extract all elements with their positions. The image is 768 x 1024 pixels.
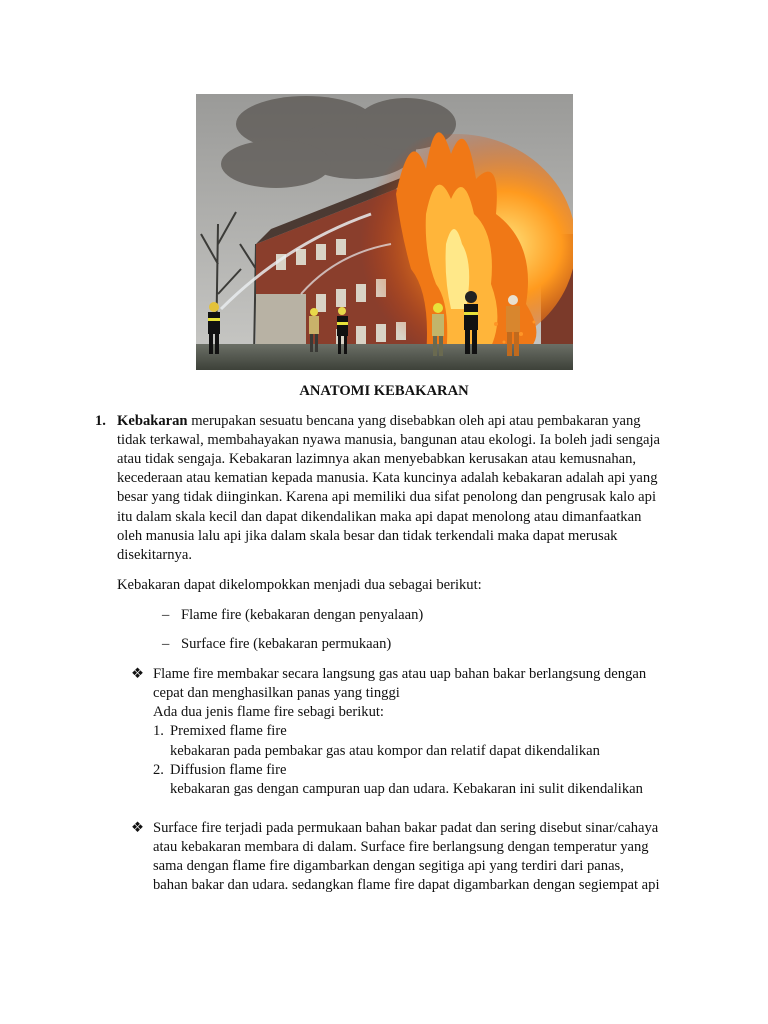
group-item: Flame fire (kebakaran dengan penyalaan) xyxy=(181,607,424,623)
dash-marker: – xyxy=(162,636,170,652)
surface-line: bahan bakar dan udara. sedangkan flame fire dapat digambarkan dengan segiempat api xyxy=(153,877,660,893)
surface-line: sama dengan flame fire digambarkan dengan segitiga api yang terdiri dari panas, xyxy=(153,858,624,874)
flame-type-name: Diffusion flame fire xyxy=(170,762,287,778)
diamond-bullet-icon: ❖ xyxy=(131,666,145,682)
flame-line: Flame fire membakar secara langsung gas atau uap bahan bakar berlangsung dengan xyxy=(153,666,647,682)
groups-intro: Kebakaran dapat dikelompokkan menjadi dua sebagai berikut: xyxy=(117,577,482,593)
surface-line: atau kebakaran membara di dalam. Surface fire berlangsung dengan temperatur yang xyxy=(153,839,649,855)
flame-line: cepat dan menghasilkan panas yang tinggi xyxy=(153,685,400,701)
flame-type-desc: kebakaran gas dengan campuran uap dan udara. Kebakaran ini sulit dikendalikan xyxy=(170,781,643,797)
diamond-bullet-icon: ❖ xyxy=(131,820,145,836)
paragraph-line: tidak terkawal, membahayakan nyawa manusia, bangunan atau ekologi. Ia boleh jadi sengaja xyxy=(117,432,661,448)
item-number: 1. xyxy=(95,413,106,429)
flame-type-desc: kebakaran pada pembakar gas atau kompor dan relatif dapat dikendalikan xyxy=(170,743,600,759)
paragraph-line: disekitarnya. xyxy=(117,547,192,563)
paragraph-first-line xyxy=(117,412,641,431)
dash-marker: – xyxy=(162,607,170,623)
group-item: Surface fire (kebakaran permukaan) xyxy=(181,636,392,652)
flame-type-number: 1. xyxy=(153,723,164,739)
paragraph-line: atau tidak sengaja. Kebakaran lazimnya akan menyebabkan kerusakan atau kemusnahan, xyxy=(117,451,637,467)
paragraph-line: kecederaan atau kematian kepada manusia. Kata kuncinya adalah kebakaran adalah api yang xyxy=(117,470,658,486)
term-kebakaran: Kebakaran xyxy=(117,413,188,429)
flame-type-name: Premixed flame fire xyxy=(170,723,287,739)
paragraph-line: besar yang tidak diinginkan. Karena api memiliki dua sifat penolong dan pengrusak kalo api xyxy=(117,489,657,505)
paragraph-line: itu dalam skala kecil dan dapat dikendalikan maka api dapat menolong atau dimanfaatkan xyxy=(117,509,642,525)
burning-building-photo xyxy=(196,94,573,370)
paragraph-line: oleh manusia lalu api jika dalam skala besar dan tidak terkendali maka dapat merusak xyxy=(117,528,618,544)
surface-line: Surface fire terjadi pada permukaan bahan bakar padat dan sering disebut sinar/cahaya xyxy=(153,820,659,836)
first-line-text: merupakan sesuatu bencana yang disebabkan oleh api atau pembakaran yang xyxy=(187,413,641,429)
flame-line: Ada dua jenis flame fire sebagi berikut: xyxy=(153,704,384,720)
flame-type-number: 2. xyxy=(153,762,164,778)
document-title: ANATOMI KEBAKARAN xyxy=(299,383,469,399)
